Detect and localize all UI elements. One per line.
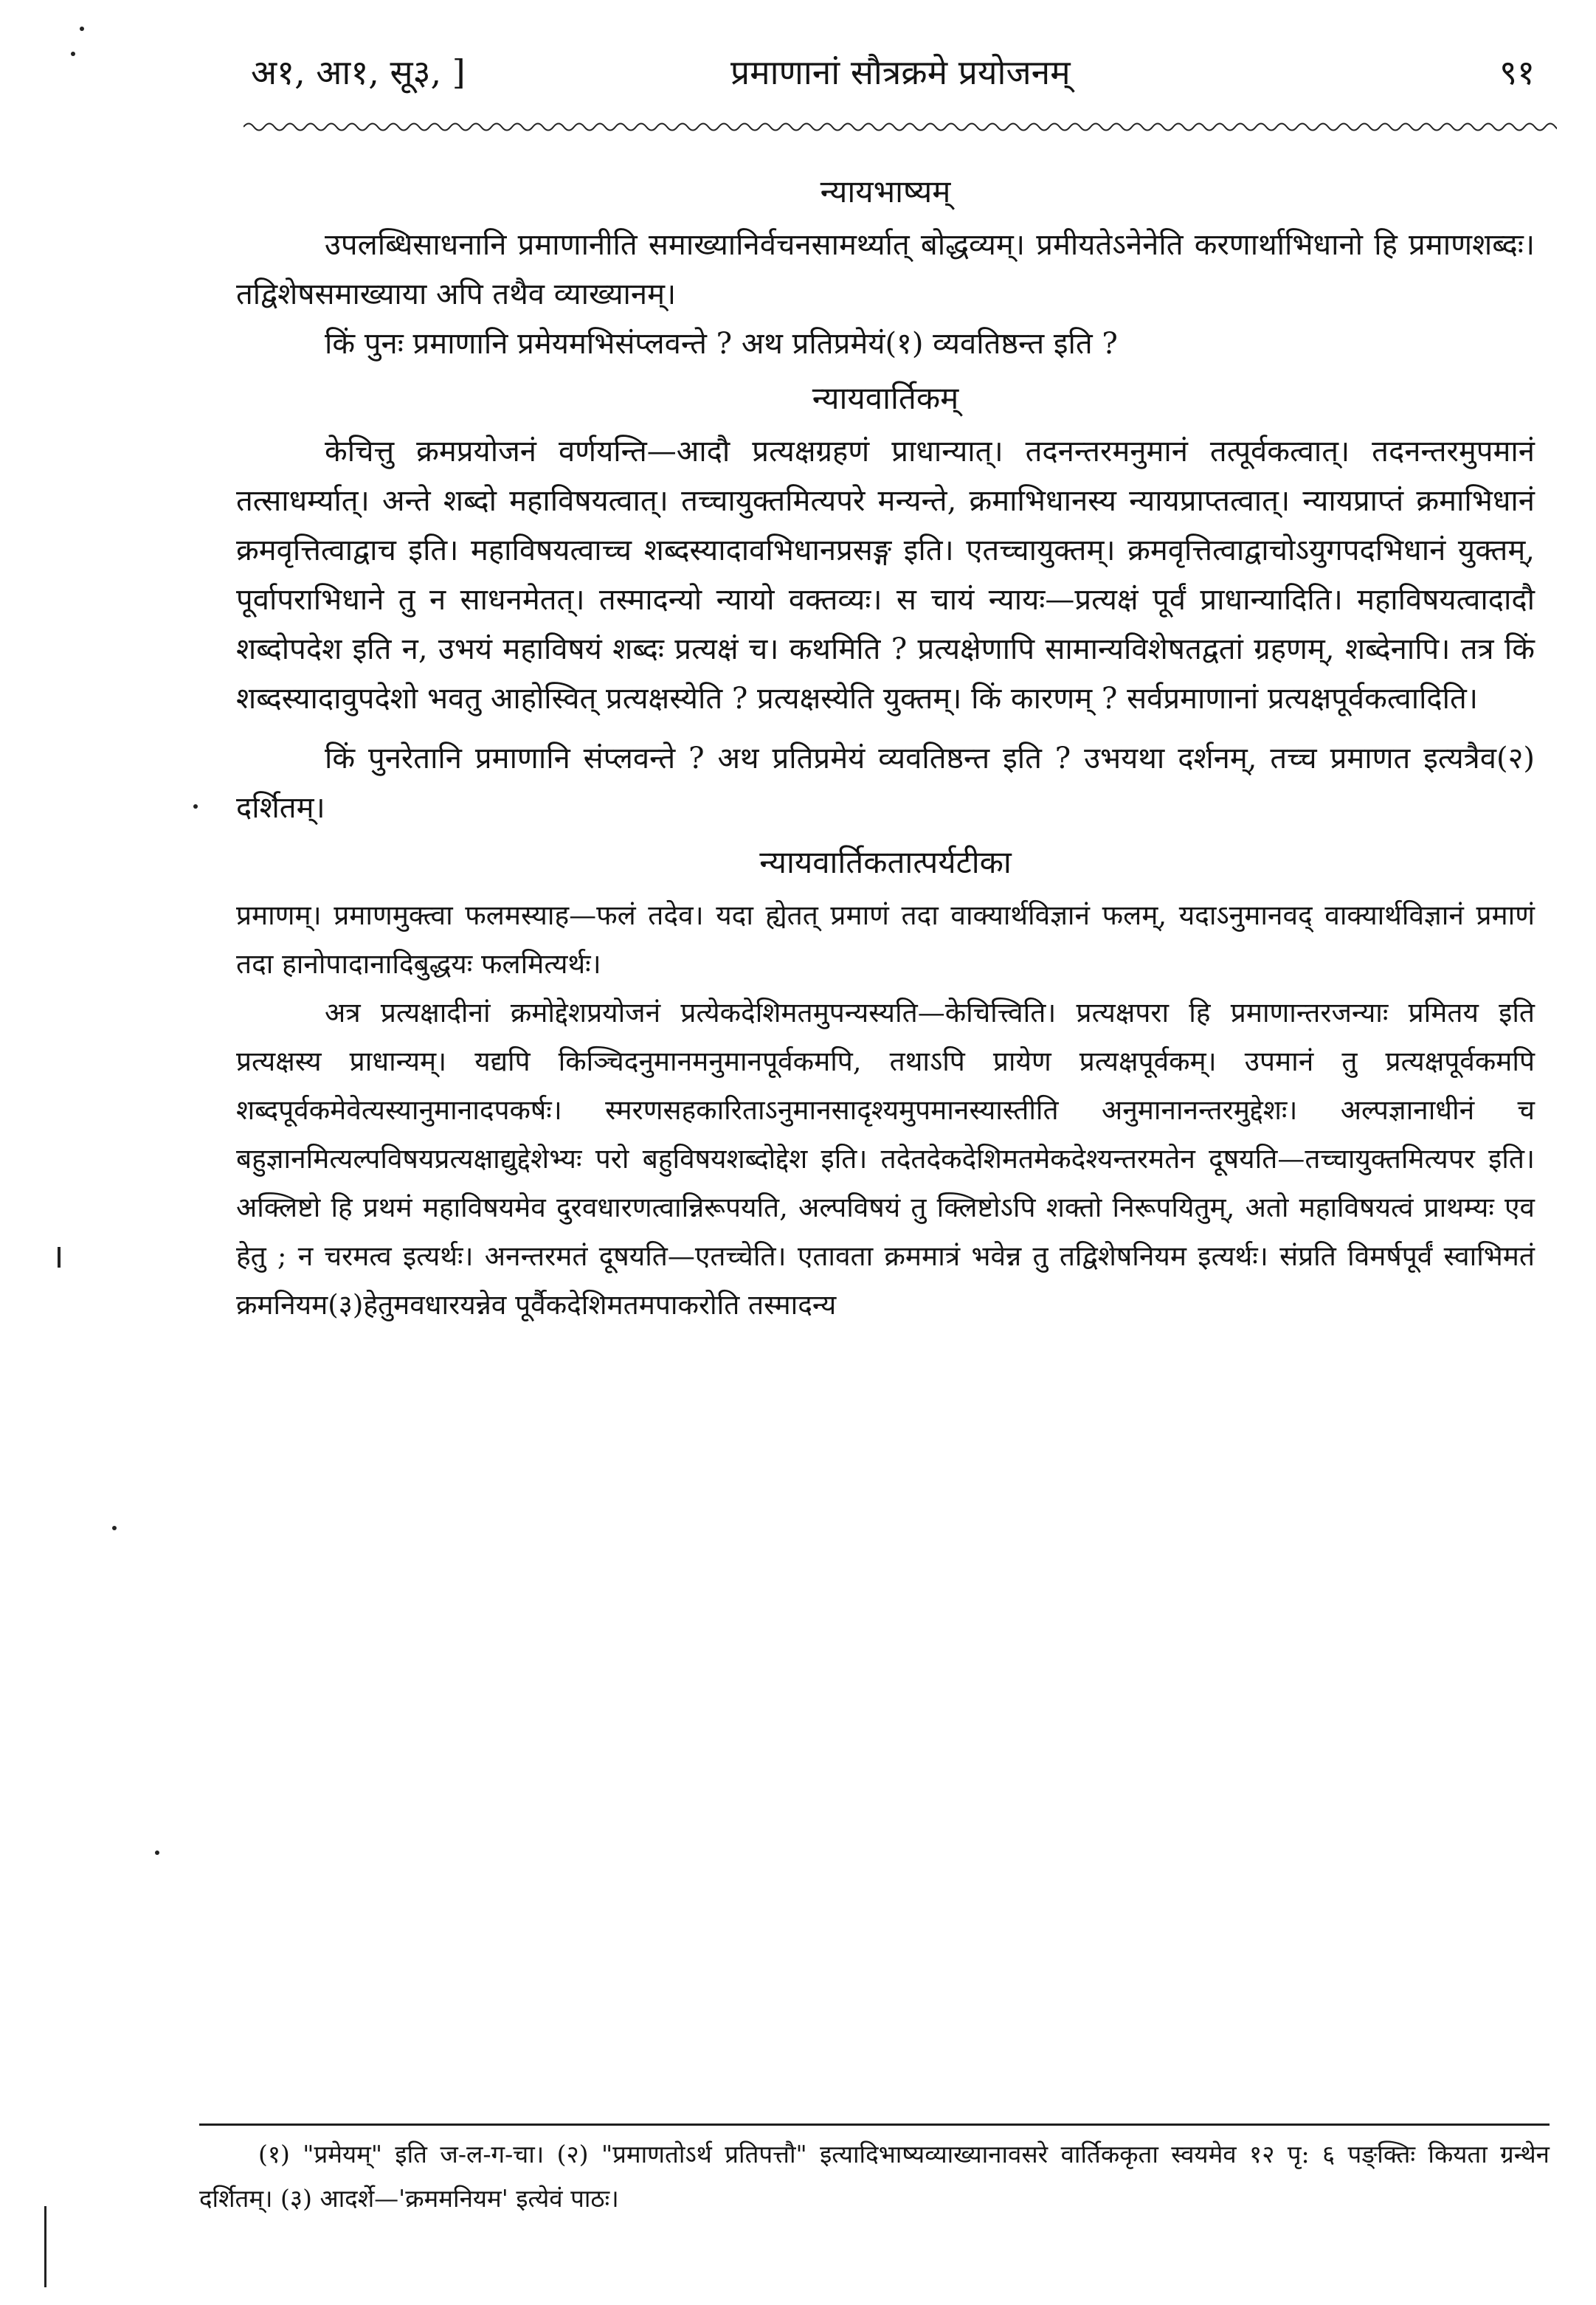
running-head-section-ref: अ१, आ१, सू३, ]	[251, 52, 466, 92]
section-heading-vartika: न्यायवार्तिकम्	[812, 380, 959, 416]
margin-speck	[112, 1526, 117, 1530]
tika-paragraph: प्रमाणम्। प्रमाणमुक्त्वा फलमस्याह—फलं तदेव। यदा ह्येतत् प्रमाणं तदा वाक्यार्थविज्ञानं फलम्, यदाऽनुमानवद् वाक्यार्थविज्ञानं प्रमाणं तदा हानोपादानादिबुद्धयः फलमित्यर्थः।	[236, 899, 1535, 980]
bhashya-paragraph: किं पुनः प्रमाणानि प्रमेयमभिसंप्लवन्ते ? अथ प्रतिप्रमेयं(१) व्यवतिष्ठन्त इति ?	[325, 327, 1118, 361]
header-wavy-rule	[243, 118, 1557, 136]
section-heading-tika: न्यायवार्तिकतात्पर्यटीका	[759, 844, 1012, 880]
running-head-title: प्रमाणानां सौत्रक्रमे प्रयोजनम्	[730, 52, 1071, 92]
running-head	[251, 35, 1535, 102]
tika-paragraph: अत्र प्रत्यक्षादीनां क्रमोद्देशप्रयोजनं प्रत्येकदेशिमतमुपन्यस्यति—केचित्त्विति। प्रत्यक्षपरा हि प्रमाणान्तरजन्याः प्रमितय इति प्रत्यक्षस्य प्राधान्यम्। यद्यपि किञ्चिदनुमानमनुमानपूर्वकमपि, तथाऽपि प्रायेण प्रत्यक्षपूर्वकम्। उपमानं तु प्रत्यक्षपूर्वकमपि शब्दपूर्वकमेवेत्यस्यानुमानादपकर्षः। स्मरणसहकारिताऽनुमानसादृश्यमुपमानस्यास्तीति अनुमानानन्तरमुद्देशः। अल्पज्ञानाधीनं च बहुज्ञानमित्यल्पविषयप्रत्यक्षाद्युद्देशेभ्यः परो बहुविषयशब्दोद्देश इति। तदेतदेकदेशिमतमेकदेश्यन्तरमतेन दूषयति—तच्चायुक्तमित्यपर इति। अक्लिष्टो हि प्रथमं महाविषयमेव दुरवधारणत्वान्निरूपयति, अल्पविषयं तु क्लिष्टोऽपि शक्तो निरूपयितुम्, अतो महाविषयत्वं प्राथम्यः एव हेतु ; न चरमत्व इत्यर्थः। अनन्तरमतं दूषयति—एतच्चेति। एतावता क्रममात्रं भवेन्न तु तद्विशेषनियम इत्यर्थः। संप्रति विमर्षपूर्वं स्वाभिमतं क्रमनियम(३)हेतुमवधारयन्नेव पूर्वैकदेशिमतमपाकरोति तस्मादन्य	[236, 997, 1535, 1321]
vartika-paragraph: केचित्तु क्रमप्रयोजनं वर्णयन्ति—आदौ प्रत्यक्षग्रहणं प्राधान्यात्। तदनन्तरमनुमानं तत्पूर्वकत्वात्। तदनन्तरमुपमानं तत्साधर्म्यात्। अन्ते शब्दो महाविषयत्वात्। तच्चायुक्तमित्यपरे मन्यन्ते, क्रमाभिधानस्य न्यायप्राप्तत्वात्। न्यायप्राप्तं क्रमाभिधानं क्रमवृत्तित्वाद्वाच इति। महाविषयत्वाच्च शब्दस्यादावभिधानप्रसङ्ग इति। एतच्चायुक्तम्। क्रमवृत्तित्वाद्वाचोऽयुगपदभिधानं युक्तम्, पूर्वापराभिधाने तु न साधनमेतत्। तस्मादन्यो न्यायो वक्तव्यः। स चायं न्यायः—प्रत्यक्षं पूर्वं प्राधान्यादिति। महाविषयत्वादादौ शब्दोपदेश इति न, उभयं महाविषयं शब्दः प्रत्यक्षं च। कथमिति ? प्रत्यक्षेणापि सामान्यविशेषतद्वतां ग्रहणम्, शब्देनापि। तत्र किं शब्दस्यादावुपदेशो भवतु आहोस्वित् प्रत्यक्षस्येति ? प्रत्यक्षस्येति युक्तम्। किं कारणम् ? सर्वप्रमाणानां प्रत्यक्षपूर्वकत्वादिति।	[236, 435, 1535, 716]
margin-speck	[193, 804, 198, 809]
vartika-paragraph: किं पुनरेतानि प्रमाणानि संप्लवन्ते ? अथ प्रतिप्रमेयं व्यवतिष्ठन्त इति ? उभयथा दर्शनम्, तच्च प्रमाणत इत्यत्रैव(२) दर्शितम्।	[236, 742, 1535, 825]
margin-speck	[71, 52, 75, 56]
bhashya-paragraph: उपलब्धिसाधनानि प्रमाणानीति समाख्यानिर्वचनसामर्थ्यात् बोद्धव्यम्। प्रमीयतेऽनेनेति करणार्थाभिधानो हि प्रमाणशब्दः। तद्विशेषसमाख्याया अपि तथैव व्याख्यानम्।	[236, 228, 1535, 311]
margin-speck	[155, 1850, 159, 1855]
footnotes: (१) "प्रमेयम्" इति ज-ल-ग-चा। (२) "प्रमाणतोऽर्थ प्रतिपत्तौ" इत्यादिभाष्यव्याख्यानावसरे वार्तिककृता स्वयमेव १२ पृ: ६ पङ्क्तिः कियता ग्रन्थेन दर्शितम्। (३) आदर्शे—'क्रममनियम' इत्येवं पाठः।	[199, 2140, 1550, 2213]
margin-mark	[44, 2206, 46, 2287]
main-text	[236, 162, 1535, 1330]
footnote-rule	[199, 2123, 1550, 2126]
section-heading-bhashya: न्यायभाष्यम्	[820, 173, 951, 210]
page-number: ९१	[1499, 52, 1535, 92]
margin-speck	[80, 27, 84, 31]
margin-mark	[58, 1247, 61, 1268]
